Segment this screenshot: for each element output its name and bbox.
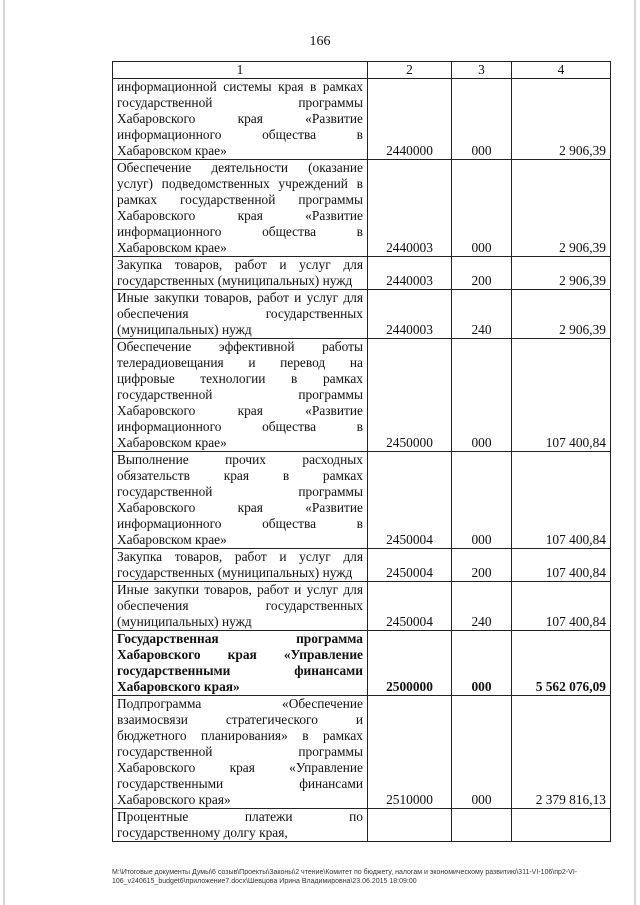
description-line: бюджетного планирования» в рамках (117, 728, 363, 743)
description-line: государственной программы (117, 744, 363, 759)
description-line: Хабаровском крае» (117, 143, 227, 158)
description-line: Закупка товаров, работ и услуг для (117, 549, 363, 564)
description-line: государственной программы (117, 95, 363, 110)
description-line: взаимосвязи стратегического и (117, 712, 363, 727)
description-line: Хабаровского края» (117, 792, 231, 807)
description-line: Государственная программа (117, 631, 363, 646)
row-description (113, 809, 368, 842)
row-description (113, 160, 368, 257)
description-line: (муниципальных) нужд (117, 322, 252, 337)
footer-line-1: M:\Итоговые документы Думы\6 созыв\Проекты\Законы\2 чтение\Комитет по бюджету, налогам и экономическому развитию\311-VI-106\пр2-VI- (112, 869, 578, 876)
description-line: государственными финансами (117, 663, 363, 678)
description-line: информационной системы края в рамках (117, 79, 363, 94)
row-amount: 2 906,39 (512, 160, 611, 257)
description-line: Хабаровского края «Управление (117, 760, 363, 775)
description-line: информационного общества в (117, 419, 363, 434)
description-line: услуг) подведомственных учреждений в (117, 176, 363, 191)
row-description (113, 631, 368, 696)
table-row (113, 582, 611, 631)
row-amount: 107 400,84 (512, 582, 611, 631)
description-line: Хабаровского края «Развитие (117, 208, 363, 223)
description-line: государственной программы (117, 387, 363, 402)
description-line: Закупка товаров, работ и услуг для (117, 257, 363, 272)
description-line: цифровые технологии в рамках (117, 371, 363, 386)
row-expense-type: 000 (452, 631, 512, 696)
description-line: обеспечения государственных (117, 598, 363, 613)
row-amount: 107 400,84 (512, 339, 611, 452)
row-amount: 2 906,39 (512, 79, 611, 160)
description-line: Обеспечение эффективной работы (117, 339, 363, 354)
description-line: Процентные платежи по (117, 809, 363, 824)
table-row (113, 339, 611, 452)
row-code: 2450000 (368, 339, 452, 452)
row-code: 2500000 (368, 631, 452, 696)
description-line: Хабаровского края «Управление (117, 647, 363, 662)
row-description (113, 339, 368, 452)
row-expense-type: 200 (452, 257, 512, 290)
description-line: рамках государственной программы (117, 192, 363, 207)
description-line: Выполнение прочих расходных (117, 452, 363, 467)
description-line: информационного общества в (117, 516, 363, 531)
scan-edge-right (634, 0, 636, 905)
budget-table (112, 61, 611, 842)
row-amount: 107 400,84 (512, 549, 611, 582)
column-header-2: 2 (368, 62, 452, 79)
description-line: телерадиовещания и перевод на (117, 355, 363, 370)
description-line: Хабаровском крае» (117, 435, 227, 450)
row-code: 2440000 (368, 79, 452, 160)
description-line: Хабаровского края «Развитие (117, 500, 363, 515)
row-expense-type: 000 (452, 339, 512, 452)
description-line: (муниципальных) нужд (117, 614, 252, 629)
column-header-1: 1 (113, 62, 368, 79)
description-line: Иные закупки товаров, работ и услуг для (117, 582, 363, 597)
row-description (113, 549, 368, 582)
description-line: государственному долгу края, (117, 825, 288, 840)
row-expense-type: 000 (452, 160, 512, 257)
description-line: информационного общества в (117, 224, 363, 239)
column-header-3: 3 (452, 62, 512, 79)
description-line: государственных (муниципальных) нужд (117, 565, 353, 580)
scan-edge-left (3, 0, 5, 905)
table-row (113, 809, 611, 842)
description-line: Хабаровском крае» (117, 532, 227, 547)
description-line: Обеспечение деятельности (оказание (117, 160, 363, 175)
table-row (113, 79, 611, 160)
page-number: 166 (309, 34, 331, 49)
table-row (113, 631, 611, 696)
row-amount: 2 906,39 (512, 290, 611, 339)
table-body (113, 79, 611, 842)
footer-line-2: 106_v240615_budget6\приложение7.docx\Шевцова Ирина Владимировна\23.06.2015 18:09:00 (112, 878, 417, 885)
description-line: государственной программы (117, 484, 363, 499)
row-description (113, 257, 368, 290)
description-line: информационного общества в (117, 127, 363, 142)
row-code (368, 809, 452, 842)
row-expense-type: 000 (452, 452, 512, 549)
row-expense-type: 000 (452, 696, 512, 809)
description-line: обязательств края в рамках (117, 468, 363, 483)
description-line: Иные закупки товаров, работ и услуг для (117, 290, 363, 305)
table-row (113, 290, 611, 339)
row-amount: 2 379 816,13 (512, 696, 611, 809)
table-header-row (113, 62, 611, 79)
row-code: 2440003 (368, 160, 452, 257)
row-amount (512, 809, 611, 842)
row-expense-type: 000 (452, 79, 512, 160)
description-line: обеспечения государственных (117, 306, 363, 321)
description-line: Подпрограмма «Обеспечение (117, 696, 363, 711)
row-description (113, 290, 368, 339)
description-line: Хабаровского края «Развитие (117, 403, 363, 418)
row-expense-type: 240 (452, 290, 512, 339)
row-expense-type: 240 (452, 582, 512, 631)
description-line: государственных (муниципальных) нужд (117, 273, 353, 288)
table-row (113, 549, 611, 582)
table-row (113, 160, 611, 257)
table-row (113, 257, 611, 290)
row-amount: 107 400,84 (512, 452, 611, 549)
row-code: 2450004 (368, 549, 452, 582)
row-code: 2450004 (368, 452, 452, 549)
row-description (113, 696, 368, 809)
description-line: Хабаровского края» (117, 679, 240, 694)
description-line: Хабаровского края «Развитие (117, 111, 363, 126)
row-amount: 5 562 076,09 (512, 631, 611, 696)
row-code: 2440003 (368, 257, 452, 290)
description-line: Хабаровском крае» (117, 240, 227, 255)
table-row (113, 696, 611, 809)
row-expense-type (452, 809, 512, 842)
row-description (113, 79, 368, 160)
row-expense-type: 200 (452, 549, 512, 582)
row-code: 2510000 (368, 696, 452, 809)
row-code: 2450004 (368, 582, 452, 631)
table-row (113, 452, 611, 549)
row-description (113, 582, 368, 631)
document-path-footer (112, 868, 612, 886)
row-amount: 2 906,39 (512, 257, 611, 290)
row-description (113, 452, 368, 549)
row-code: 2440003 (368, 290, 452, 339)
column-header-4: 4 (512, 62, 611, 79)
description-line: государственными финансами (117, 776, 363, 791)
